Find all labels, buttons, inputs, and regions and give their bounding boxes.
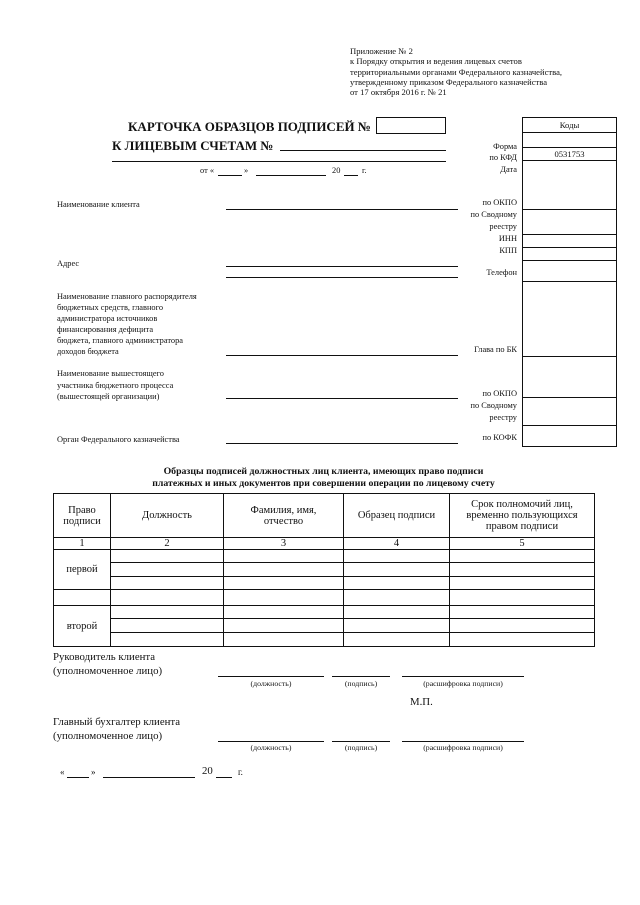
- date-year-field[interactable]: [344, 175, 358, 176]
- label-line: доходов бюджета: [57, 347, 119, 356]
- table-cell[interactable]: [450, 606, 595, 619]
- accounts-number-line[interactable]: [280, 150, 446, 151]
- acc-signature-field[interactable]: [332, 741, 390, 742]
- table-cell[interactable]: [111, 619, 224, 633]
- head-position-field[interactable]: [218, 676, 324, 677]
- table-cell[interactable]: [450, 563, 595, 577]
- table-cell[interactable]: [344, 633, 450, 647]
- label-po-kofk: по КОФК: [482, 433, 517, 442]
- label-po-kfd: по КФД: [489, 153, 517, 162]
- acc-position-field[interactable]: [218, 741, 324, 742]
- table-number-row: [54, 538, 595, 550]
- date-year-prefix: 20: [332, 166, 341, 175]
- table-cell[interactable]: [344, 563, 450, 577]
- caption-signature: (подпись): [344, 743, 378, 752]
- treasury-field[interactable]: [226, 443, 458, 444]
- head-signature-field[interactable]: [332, 676, 390, 677]
- label-po-svodnomu: по Сводному: [470, 210, 517, 219]
- table-cell[interactable]: [344, 619, 450, 633]
- head-decoding-field[interactable]: [402, 676, 524, 677]
- table-row: [54, 633, 595, 647]
- col-header-right: [54, 494, 111, 538]
- accounts-title: К ЛИЦЕВЫМ СЧЕТАМ №: [112, 138, 274, 153]
- table-cell[interactable]: [344, 550, 450, 563]
- caption-position: (должность): [250, 743, 292, 752]
- label-line: (уполномоченное лицо): [53, 730, 163, 742]
- label-line: администратора источников: [57, 314, 158, 323]
- label-po-okpo: по ОКПО: [482, 198, 517, 207]
- address-field-line1[interactable]: [226, 266, 458, 267]
- table-row: [54, 563, 595, 577]
- appendix-line: Приложение № 2: [350, 46, 413, 56]
- label-glava-bk: Глава по БК: [474, 345, 517, 354]
- date-month-field[interactable]: [256, 175, 326, 176]
- caption-decoding: (расшифровка подписи): [423, 679, 503, 688]
- label-client-name: Наименование клиента: [57, 200, 140, 209]
- table-cell[interactable]: [450, 619, 595, 633]
- appendix-line: от 17 октября 2016 г. № 21: [350, 87, 447, 98]
- label-manager: [57, 291, 197, 357]
- col-num: 3: [224, 538, 344, 550]
- table-cell[interactable]: [450, 577, 595, 590]
- caption-position: (должность): [250, 679, 292, 688]
- table-cell[interactable]: [450, 550, 595, 563]
- table-cell[interactable]: [344, 606, 450, 619]
- col-num: 1: [54, 538, 111, 550]
- label-line: Наименование вышестоящего: [57, 369, 164, 378]
- address-field-line2[interactable]: [226, 277, 458, 278]
- chief-accountant-label: [53, 715, 180, 743]
- label-line: участника бюджетного процесса: [57, 380, 174, 390]
- footer-date-g: г.: [238, 767, 243, 777]
- col-header-name: [224, 494, 344, 538]
- label-line: Главный бухгалтер клиента: [53, 716, 181, 728]
- col-header-position: Должность: [111, 494, 224, 538]
- head-of-client-label: [53, 650, 162, 678]
- col-num: 2: [111, 538, 224, 550]
- label-line: бюджетных средств, главного: [57, 303, 164, 312]
- footer-date-open: «: [60, 767, 65, 777]
- date-quote-close: »: [244, 166, 249, 175]
- table-cell[interactable]: [111, 563, 224, 577]
- col-header-term: [450, 494, 595, 538]
- table-row: [54, 606, 595, 619]
- label-reestru: реестру: [489, 222, 517, 231]
- code-kpp[interactable]: [523, 261, 616, 282]
- table-cell[interactable]: [111, 577, 224, 590]
- col-header-text: Право: [68, 504, 96, 516]
- col-header-text: правом подписи: [485, 521, 559, 532]
- label-line: Руководитель клиента: [53, 651, 156, 663]
- code-glava-bk[interactable]: [523, 357, 616, 398]
- label-telefon: Телефон: [486, 268, 517, 277]
- table-cell[interactable]: [344, 590, 450, 606]
- label-forma: Форма: [493, 142, 517, 151]
- col-num: 4: [344, 538, 450, 550]
- table-cell[interactable]: [450, 633, 595, 647]
- caption-signature: (подпись): [344, 679, 378, 688]
- date-day-field[interactable]: [218, 175, 242, 176]
- appendix-note: [350, 46, 562, 97]
- code-inn[interactable]: [523, 248, 616, 261]
- appendix-line: к Порядку открытия и ведения лицевых счетов: [350, 56, 522, 67]
- card-title: КАРТОЧКА ОБРАЗЦОВ ПОДПИСЕЙ №: [128, 119, 371, 134]
- label-address: Адрес: [57, 259, 80, 268]
- code-form[interactable]: [523, 133, 616, 148]
- footer-date-day-field[interactable]: [67, 777, 89, 778]
- label-inn: ИНН: [498, 234, 517, 243]
- table-row: [54, 619, 595, 633]
- code-okpo2[interactable]: [523, 398, 616, 426]
- code-phone[interactable]: [523, 282, 616, 357]
- code-kfd[interactable]: 0531753: [523, 148, 616, 161]
- acc-decoding-field[interactable]: [402, 741, 524, 742]
- code-okpo[interactable]: [523, 210, 616, 235]
- col-header-text: Фамилия, имя,: [250, 504, 317, 516]
- label-superior: [57, 368, 173, 403]
- col-num: 5: [450, 538, 595, 550]
- label-po-okpo2: по ОКПО: [482, 389, 517, 398]
- table-cell[interactable]: [224, 550, 344, 563]
- col-header-text: Срок полномочий лиц,: [471, 499, 573, 510]
- table-cell[interactable]: [224, 563, 344, 577]
- caption-decoding: (расшифровка подписи): [423, 743, 503, 752]
- table-cell[interactable]: [224, 619, 344, 633]
- stamp-place-label: М.П.: [410, 696, 433, 708]
- label-line: бюджета, главного администратора: [57, 336, 183, 345]
- table-cell[interactable]: [111, 590, 224, 606]
- samples-title-line1: Образцы подписей должностных лиц клиента, имеющих право подписи: [163, 466, 484, 477]
- col-header-signature: Образец подписи: [344, 494, 450, 538]
- table-cell[interactable]: [224, 590, 344, 606]
- row-label-first: первой: [54, 550, 111, 590]
- table-row: [54, 550, 595, 563]
- table-cell[interactable]: [450, 590, 595, 606]
- footer-date-close: »: [91, 767, 96, 777]
- codes-column: [522, 117, 617, 447]
- col-header-text: подписи: [63, 515, 101, 527]
- code-svod-reestr[interactable]: [523, 235, 616, 248]
- col-header-text: отчество: [263, 515, 304, 527]
- date-from-label: от «: [200, 166, 215, 175]
- superior-field[interactable]: [226, 398, 458, 399]
- label-data: Дата: [500, 165, 517, 174]
- table-cell: [54, 590, 111, 606]
- label-line: (уполномоченное лицо): [53, 665, 163, 677]
- manager-field[interactable]: [226, 355, 458, 356]
- date-g-label: г.: [362, 166, 367, 175]
- signature-samples-table: [53, 493, 595, 647]
- code-date[interactable]: [523, 161, 616, 210]
- table-cell[interactable]: [224, 633, 344, 647]
- table-cell[interactable]: [224, 577, 344, 590]
- label-reestru2: реестру: [489, 413, 517, 422]
- title-underline: [112, 161, 446, 162]
- appendix-line: утвержденному приказом Федерального казначейства: [350, 76, 548, 87]
- table-cell[interactable]: [111, 606, 224, 619]
- table-cell[interactable]: [344, 577, 450, 590]
- client-name-field[interactable]: [226, 209, 458, 210]
- card-number-box[interactable]: [376, 117, 446, 134]
- label-line: финансирования дефицита: [57, 325, 154, 334]
- table-header-row: [54, 494, 595, 538]
- table-cell[interactable]: [224, 606, 344, 619]
- col-header-text: временно пользующихся: [466, 510, 578, 521]
- table-row: [54, 590, 595, 606]
- label-treasury: Орган Федерального казначейства: [57, 435, 180, 444]
- label-line: Наименование главного распорядителя: [57, 292, 197, 301]
- table-cell[interactable]: [111, 633, 224, 647]
- codes-header: Коды: [523, 118, 616, 133]
- table-row: [54, 577, 595, 590]
- label-line: (вышестоящей организации): [57, 392, 160, 401]
- row-label-second: второй: [54, 606, 111, 647]
- samples-title-line2: платежных и иных документов при совершении операции по лицевому счету: [152, 478, 495, 489]
- footer-date-month-field[interactable]: [103, 777, 195, 778]
- label-kpp: КПП: [499, 246, 517, 255]
- label-po-svodnomu2: по Сводному: [470, 401, 517, 410]
- footer-date-year-field[interactable]: [216, 777, 232, 778]
- appendix-line: территориальными органами Федерального казначейства,: [350, 66, 563, 77]
- table-cell[interactable]: [111, 550, 224, 563]
- footer-date-year-prefix: 20: [202, 765, 213, 777]
